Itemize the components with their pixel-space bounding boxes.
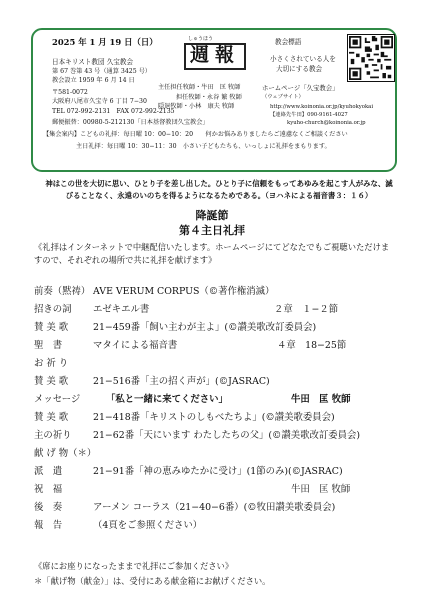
order-text: （4頁をご参照ください） — [93, 520, 203, 531]
order-row — [34, 462, 394, 480]
church-name: 日本キリスト教団 久宝教会 — [52, 58, 134, 66]
order-label: 賛 美 歌 — [34, 322, 69, 333]
order-label: メッセージ — [34, 394, 81, 405]
order-row — [34, 372, 394, 390]
order-row — [34, 426, 394, 444]
motto-line-2: 大切にする教会 — [276, 65, 323, 73]
service-title: 第４主日礼拝 — [179, 224, 245, 237]
order-label: 前奏（黙祷） — [34, 286, 91, 297]
order-label: 報 告 — [34, 520, 63, 531]
order-row — [34, 444, 394, 462]
order-text: 21−62番「天にいます わたしたちの父」(©讃美歌改訂委員会) — [93, 430, 361, 441]
bulletin-title: 週報 — [184, 43, 246, 70]
offering-note: ＊「献げ物（献金）」は、受付にある献金箱にお献げください。 — [34, 576, 271, 586]
closing-note: 《席にお座りになったままで礼拝にご参加ください》 — [34, 561, 234, 571]
message-title: 「私と一緒に来てください」 — [106, 394, 228, 405]
order-row — [34, 498, 394, 516]
order-text: 21−516番「主の招く声が」(©JASRAC) — [93, 376, 270, 387]
motto-heading: 教会標語 — [275, 38, 302, 46]
homepage-label: ホームページ「久宝教会」 — [262, 84, 339, 92]
order-text: 21−459番「飼い主わが主よ」(©讃美歌改訂委員会) — [93, 322, 317, 333]
order-label: 祝 福 — [34, 484, 63, 495]
contact-email[interactable]: kyuho-church@koinonia.or.jp — [287, 120, 366, 126]
bible-verse: 神はこの世を大切に思い、ひとり子を差し出した。ひとり子に信頼をもってあゆみを起こす人がみな、滅びることなく、永遠のいのちを得るようになるためである。（ヨハネによる福音書３：１６） — [45, 179, 393, 200]
homepage-sub: （ウェブサイト） — [262, 94, 304, 100]
order-right: 牛田 匡 牧師 — [291, 394, 351, 405]
contact-phone: 【連絡先牛田】090-9161-4027 — [270, 112, 348, 118]
founded-date: 教会設立 1959 年 6 月 14 日 — [52, 77, 135, 84]
volume-number: 第 67 巻第 43 号（通算 3425 号） — [52, 68, 151, 75]
pastor-2: 担任牧師・永谷 繁 牧師 — [176, 94, 242, 101]
order-text: エゼキエル書 — [93, 304, 150, 315]
order-row — [34, 318, 394, 336]
order-text: AVE VERUM CORPUS（©著作権消滅） — [93, 286, 275, 297]
order-text: マタイによる福音書 — [93, 340, 178, 351]
order-right: 牛田 匡 牧師 — [291, 484, 351, 495]
title-ruby: しゅうほう — [188, 36, 214, 42]
order-row — [34, 516, 394, 534]
order-label: 賛 美 歌 — [34, 412, 69, 423]
order-label: お 祈 り — [34, 358, 69, 369]
homepage-url[interactable]: http://www.koinonia.or.jp/kyuhokyokai — [270, 104, 374, 110]
gathering-children: 【集会案内】こどもの礼拝：毎日曜 10：00−10：20 何かお悩みありましたらご遠慮なくご相談ください — [43, 131, 348, 138]
phone-fax: TEL 072-992-2131 FAX 072-992-2135 — [52, 108, 175, 115]
gathering-main: 主日礼拝：毎日曜 10：30−11：30 小さい子どもたちも、いっしょに礼拝をまもります。 — [76, 143, 331, 150]
order-row — [34, 282, 394, 300]
order-label: 派 遣 — [34, 466, 63, 477]
pastor-1: 主任担任牧師・牛田 匡 牧師 — [158, 84, 241, 91]
address: 大阪府八尾市久宝寺 6 丁目 7−30 — [52, 98, 147, 105]
order-of-worship — [34, 282, 394, 534]
order-text: アーメン コーラス（21−40−6番）(©牧田讃美歌委員会) — [93, 502, 336, 513]
season-title: 降誕節 — [195, 209, 229, 222]
order-label: 主の祈り — [34, 430, 72, 441]
pastor-3: 隠退牧師・小林 康夫 牧師 — [158, 103, 235, 110]
order-label: 献 げ 物（＊） — [34, 448, 97, 459]
order-row — [34, 480, 394, 498]
motto-line-1: 小さくされている人を — [270, 55, 336, 63]
order-row — [34, 336, 394, 354]
qr-code-icon[interactable] — [347, 34, 395, 82]
order-row — [34, 408, 394, 426]
order-row — [34, 354, 394, 372]
order-row — [34, 300, 394, 318]
order-label: 後 奏 — [34, 502, 63, 513]
streaming-note: 《礼拝はインターネットで中継配信いたします。ホームページにてどなたでもご視聴いただけますので、それぞれの場所で共に礼拝を献げます》 — [34, 242, 390, 265]
order-text: 21−91番「神の恵みゆたかに受け」(1節のみ)(©JASRAC) — [93, 466, 343, 477]
order-right: ４章 18−25節 — [277, 340, 347, 351]
order-label: 招きの詞 — [34, 304, 72, 315]
order-right: ２章 １−２節 — [274, 304, 339, 315]
bulletin-date: 2025 年 1 月 19 日（日） — [52, 37, 158, 47]
order-row — [34, 390, 394, 408]
order-label: 賛 美 歌 — [34, 376, 69, 387]
postal-code: 〒581-0072 — [52, 89, 88, 96]
postal-account: 郵便振替：00980-5-212130「日本基督教団久宝教会」 — [52, 119, 209, 126]
order-label: 聖 書 — [34, 340, 63, 351]
order-text: 21−418番「キリストのしもべたちよ」(©讃美歌委員会) — [93, 412, 335, 423]
